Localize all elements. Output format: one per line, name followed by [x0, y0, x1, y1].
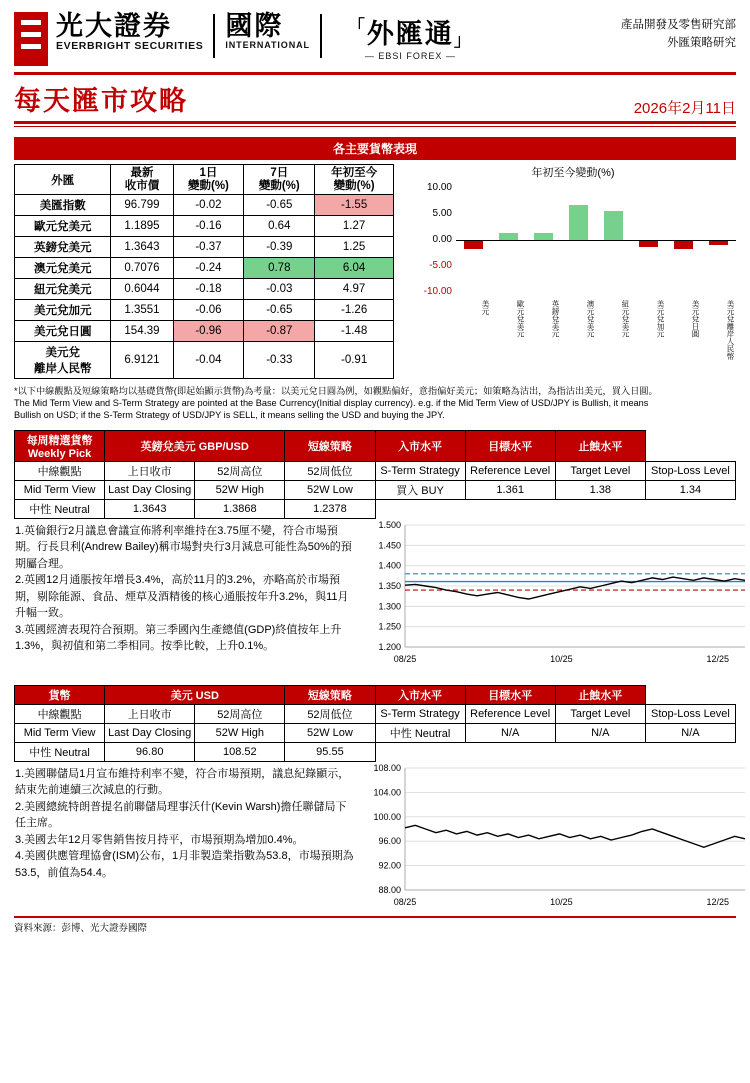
fx-name: 歐元兌美元 [15, 216, 111, 237]
fx-d1-value: -0.96 [173, 321, 244, 342]
pick2-52whigh-label: 52周高位 [195, 704, 285, 723]
svg-text:12/25: 12/25 [706, 896, 729, 907]
bar [674, 240, 694, 249]
fx-last-value: 96.799 [111, 195, 173, 216]
forex-brand-cn: 「外匯通」 [347, 17, 473, 50]
y-tick: 0.00 [432, 234, 452, 245]
title-row [14, 79, 736, 118]
pick2-stop-header: 止蝕水平 [555, 685, 645, 704]
department-line-2: 外匯策略研究 [667, 37, 736, 50]
pick2-midterm-label: 中線觀點 [15, 704, 105, 723]
ytd-bar-chart [410, 164, 736, 379]
fx-d1-value: -0.04 [173, 342, 244, 379]
table-header-row [15, 165, 394, 195]
bar [499, 233, 519, 240]
pick1-lastclose-label: 上日收市 [105, 461, 195, 480]
svg-text:08/25: 08/25 [393, 896, 416, 907]
pick2-strategy-header: 短線策略 [285, 685, 375, 704]
col-7d-change: 7日 變動(%) [244, 165, 315, 195]
bar [639, 240, 659, 247]
note-english-2: Bullish on USD; if the S-Term Strategy of USD/JPY is SELL, it means selling the USD and buying the JPY. [14, 409, 445, 420]
pick1-commentary [14, 519, 361, 669]
fx-last-value: 0.7076 [111, 258, 173, 279]
pick1-lower [14, 519, 736, 669]
fx-ytd-value: -1.48 [315, 321, 394, 342]
y-tick: -10.00 [423, 286, 452, 297]
fx-ytd-value: 4.97 [315, 279, 394, 300]
fx-table-body [15, 195, 394, 379]
pick1-target-header: 目標水平 [465, 430, 555, 461]
y-tick: 10.00 [426, 182, 452, 193]
x-tick-label: 美元 [481, 300, 490, 315]
commentary-item: 3.英國經濟表現符合預期。第三季國內生產總值(GDP)終值按年上升1.3%，與初值和第二季相同。按季比較，上升0.1%。 [15, 623, 342, 653]
fx-d1-value: -0.02 [173, 195, 244, 216]
bar [569, 205, 589, 240]
pick2-strategy-value: 中性 Neutral [375, 723, 465, 742]
pick1-strategy-value: 買入 BUY [375, 480, 465, 499]
fx-d1-value: -0.37 [173, 237, 244, 258]
table-row [15, 258, 394, 279]
x-tick-label: 美元兌加元 [656, 300, 665, 338]
pick2-lower [14, 762, 736, 912]
header-rule [14, 72, 736, 75]
pick1-52whigh-label-en: 52W High [195, 480, 285, 499]
svg-text:104.00: 104.00 [373, 787, 401, 798]
commentary-item: 1.美國聯儲局1月宣布維持利率不變，符合市場預期，議息紀錄顯示，結束先前連續三次減息的行動。 [15, 767, 350, 797]
pick2-52wlow-label: 52周低位 [285, 704, 375, 723]
pick1-midterm-value: 中性 Neutral [15, 499, 105, 518]
table-row [15, 321, 394, 342]
pick1-52wlow-value: 1.2378 [285, 499, 375, 518]
pick2-target-label-en: Target Level [555, 704, 645, 723]
svg-text:1.350: 1.350 [378, 580, 401, 591]
note-chinese: *以下中線觀點及短線策略均以基礎貨幣(即起始顯示貨幣)為考量：以美元兌日圓為例，如觀點偏好，意指偏好美元；如策略為沽出，為指沽出美元，買入日圓。 [14, 386, 658, 397]
commentary-item: 3.美國去年12月零售銷售按月持平，市場預期為增加0.4%。 [15, 833, 304, 846]
pick1-strategy-header: 短線策略 [285, 430, 375, 461]
fx-ytd-value: 6.04 [315, 258, 394, 279]
svg-text:08/25: 08/25 [393, 653, 416, 664]
pick1-strategy-label-en: S-Term Strategy [375, 461, 465, 480]
pick2-target-value: N/A [555, 723, 645, 742]
fx-name: 澳元兌美元 [15, 258, 111, 279]
fx-d7-value: -0.33 [244, 342, 315, 379]
table-row [15, 237, 394, 258]
fx-last-value: 154.39 [111, 321, 173, 342]
fx-name: 英鎊兌美元 [15, 237, 111, 258]
department-line-1: 產品開發及零售研究部 [621, 19, 736, 31]
svg-text:12/25: 12/25 [706, 653, 729, 664]
fx-last-value: 6.9121 [111, 342, 173, 379]
fx-d7-value: -0.65 [244, 195, 315, 216]
pick2-entry-value: N/A [465, 723, 555, 742]
fx-name: 紐元兌美元 [15, 279, 111, 300]
col-1d-change: 1日 變動(%) [173, 165, 244, 195]
x-tick-label: 紐元兌美元 [621, 300, 630, 338]
pick2-strategy-label-en: S-Term Strategy [375, 704, 465, 723]
svg-text:1.300: 1.300 [378, 600, 401, 611]
pick2-lastclose-label-en: Last Day Closing [105, 723, 195, 742]
pick2-label-cn: 貨幣 [15, 685, 105, 704]
table-row [15, 216, 394, 237]
table-row [15, 195, 394, 216]
pick1-entry-header: 入市水平 [375, 430, 465, 461]
pick2-stop-value: N/A [645, 723, 735, 742]
svg-text:10/25: 10/25 [549, 896, 573, 907]
fx-d7-value: -0.87 [244, 321, 315, 342]
fx-last-value: 1.3643 [111, 237, 173, 258]
svg-text:88.00: 88.00 [378, 884, 401, 895]
fx-last-value: 1.1895 [111, 216, 173, 237]
fx-ytd-value: -1.26 [315, 300, 394, 321]
x-tick-label: 澳元兌美元 [586, 300, 595, 338]
pick1-midterm-label: 中線觀點 [15, 461, 105, 480]
fx-last-value: 0.6044 [111, 279, 173, 300]
pick1-lastclose-label-en: Last Day Closing [105, 480, 195, 499]
bar [534, 233, 554, 240]
svg-text:1.400: 1.400 [378, 560, 401, 571]
ytd-chart-y-axis [410, 182, 454, 298]
pick2-52whigh-label-en: 52W High [195, 723, 285, 742]
y-tick: 5.00 [432, 208, 452, 219]
pick1-table [14, 430, 736, 519]
gbpusd-line-chart [361, 519, 736, 669]
svg-text:1.500: 1.500 [378, 519, 401, 530]
pick2-table [14, 685, 736, 762]
logo-chinese-name: 光大證券 [56, 11, 172, 41]
svg-text:108.00: 108.00 [373, 762, 401, 773]
fx-d1-value: -0.24 [173, 258, 244, 279]
svg-text:1.450: 1.450 [378, 539, 401, 550]
pick1-52wlow-label: 52周低位 [285, 461, 375, 480]
commentary-item: 1.英倫銀行2月議息會議宣佈將利率維持在3.75厘不變，符合市場預期。行長貝利(Andrew Bailey)稱市場對央行3月減息可能性為50%的預期屬合理。 [15, 524, 352, 570]
ytd-chart-plot [456, 182, 736, 298]
forex-brand-block [344, 12, 477, 61]
pick1-entry-label-en: Reference Level [465, 461, 555, 480]
fx-ytd-value: -1.55 [315, 195, 394, 216]
title-underline [14, 121, 736, 124]
svg-text:96.00: 96.00 [378, 835, 401, 846]
header-divider-2 [320, 14, 322, 58]
pick2-52whigh-value: 108.52 [195, 742, 285, 761]
pick2-pair: 美元 USD [105, 685, 285, 704]
weekly-pick-gbpusd [14, 430, 736, 669]
logo-international-cn: 國際 [225, 11, 284, 41]
y-tick: -5.00 [429, 260, 452, 271]
pick1-pair: 英鎊兌美元 GBP/USD [105, 430, 285, 461]
logo-english-name: EVERBRIGHT SECURITIES [56, 40, 204, 53]
fx-ytd-value: -0.91 [315, 342, 394, 379]
ytd-chart-title: 年初至今變動(%) [531, 167, 615, 179]
forex-brand-en: — EBSI FOREX — [364, 51, 456, 61]
fx-name: 美元兌 離岸人民幣 [15, 342, 111, 379]
fx-name: 美匯指數 [15, 195, 111, 216]
pick2-midterm-label-en: Mid Term View [15, 723, 105, 742]
title-thin-rule [14, 126, 736, 127]
pick2-stop-label-en: Stop-Loss Level [645, 704, 735, 723]
pick1-target-label-en: Target Level [555, 461, 645, 480]
logo-international-block [225, 12, 310, 50]
x-tick-label: 英鎊兌美元 [551, 300, 560, 338]
svg-text:1.250: 1.250 [378, 621, 401, 632]
pick2-entry-label-en: Reference Level [465, 704, 555, 723]
pick1-lastclose-value: 1.3643 [105, 499, 195, 518]
usd-chart-svg [361, 762, 750, 910]
ytd-chart-x-labels [456, 300, 736, 360]
gbpusd-chart-svg [361, 519, 750, 667]
logo-text-block [56, 12, 203, 52]
pick2-52wlow-value: 95.55 [285, 742, 375, 761]
note-english-1: The Mid Term View and S-Term Strategy are pointed at the Base Currency(Initial display currency). e.g. if the Mid Term View of USD/JPY is Bullish, it means [14, 397, 649, 408]
table-row [15, 300, 394, 321]
x-tick-label: 美元兌離岸人民幣 [726, 300, 735, 360]
fx-ytd-value: 1.25 [315, 237, 394, 258]
document-header [14, 0, 736, 66]
pick1-52wlow-label-en: 52W Low [285, 480, 375, 499]
pick1-midterm-label-en: Mid Term View [15, 480, 105, 499]
pick2-lastclose-value: 96.80 [105, 742, 195, 761]
fx-overview [14, 164, 736, 379]
page-title: 每天匯市攻略 [14, 86, 188, 116]
fx-section-band: 各主要貨幣表現 [14, 137, 736, 160]
col-currency: 外匯 [15, 165, 111, 195]
pick2-entry-header: 入市水平 [375, 685, 465, 704]
pick2-midterm-value: 中性 Neutral [15, 742, 105, 761]
commentary-item: 4.美國供應管理協會(ISM)公布，1月非製造業指數為53.8，市場預期為53.5，前值為54.4。 [15, 850, 354, 879]
fx-name: 美元兌日圓 [15, 321, 111, 342]
pick2-lastclose-label: 上日收市 [105, 704, 195, 723]
table-row [15, 342, 394, 379]
fx-d7-value: 0.64 [244, 216, 315, 237]
pick1-stop-value: 1.34 [645, 480, 735, 499]
svg-text:92.00: 92.00 [378, 860, 401, 871]
pick1-target-value: 1.38 [555, 480, 645, 499]
fx-d1-value: -0.18 [173, 279, 244, 300]
header-divider-1 [213, 14, 215, 58]
fx-last-value: 1.3551 [111, 300, 173, 321]
x-tick-label: 美元兌日圓 [691, 300, 700, 338]
document-date: 2026年2月11日 [633, 100, 736, 117]
fx-table [14, 164, 394, 379]
department-info [621, 12, 736, 53]
fx-d7-value: -0.03 [244, 279, 315, 300]
fx-d7-value: -0.65 [244, 300, 315, 321]
weekly-pick-usd [14, 685, 736, 912]
usd-line-chart [361, 762, 736, 912]
col-ytd-change: 年初至今 變動(%) [315, 165, 394, 195]
svg-text:1.200: 1.200 [378, 641, 401, 652]
fx-d7-value: 0.78 [244, 258, 315, 279]
source-note: 資料來源：彭博、光大證券國際 [14, 922, 148, 934]
table-row [15, 279, 394, 300]
pick2-target-header: 目標水平 [465, 685, 555, 704]
fx-name: 美元兌加元 [15, 300, 111, 321]
commentary-item: 2.英國12月通脹按年增長3.4%，高於11月的3.2%，亦略高於市場預期，剔除能源、食品、煙草及酒精後的核心通脹按年升3.2%，與11月升幅一致。 [15, 574, 349, 620]
logo-international-en: INTERNATIONAL [225, 40, 310, 51]
pick1-stop-label-en: Stop-Loss Level [645, 461, 735, 480]
col-last-price: 最新 收市價 [111, 165, 173, 195]
pick2-commentary [14, 762, 361, 912]
pick1-52whigh-value: 1.3868 [195, 499, 285, 518]
fx-d1-value: -0.06 [173, 300, 244, 321]
pick1-entry-value: 1.361 [465, 480, 555, 499]
svg-text:10/25: 10/25 [549, 653, 573, 664]
svg-text:100.00: 100.00 [373, 811, 401, 822]
commentary-item: 2.美國總統特朗普提名前聯儲局理事沃什(Kevin Warsh)擔任聯儲局下任主席。 [15, 800, 347, 830]
fx-d1-value: -0.16 [173, 216, 244, 237]
pick1-label-cn: 每周精選貨幣 Weekly Pick [15, 430, 105, 461]
pick1-52whigh-label: 52周高位 [195, 461, 285, 480]
pick1-stop-header: 止蝕水平 [555, 430, 645, 461]
fx-ytd-value: 1.27 [315, 216, 394, 237]
bar [604, 211, 624, 240]
x-tick-label: 歐元兌美元 [516, 300, 525, 338]
pick2-52wlow-label-en: 52W Low [285, 723, 375, 742]
bar [464, 240, 484, 249]
fx-d7-value: -0.39 [244, 237, 315, 258]
everbright-logo-icon [14, 12, 48, 66]
